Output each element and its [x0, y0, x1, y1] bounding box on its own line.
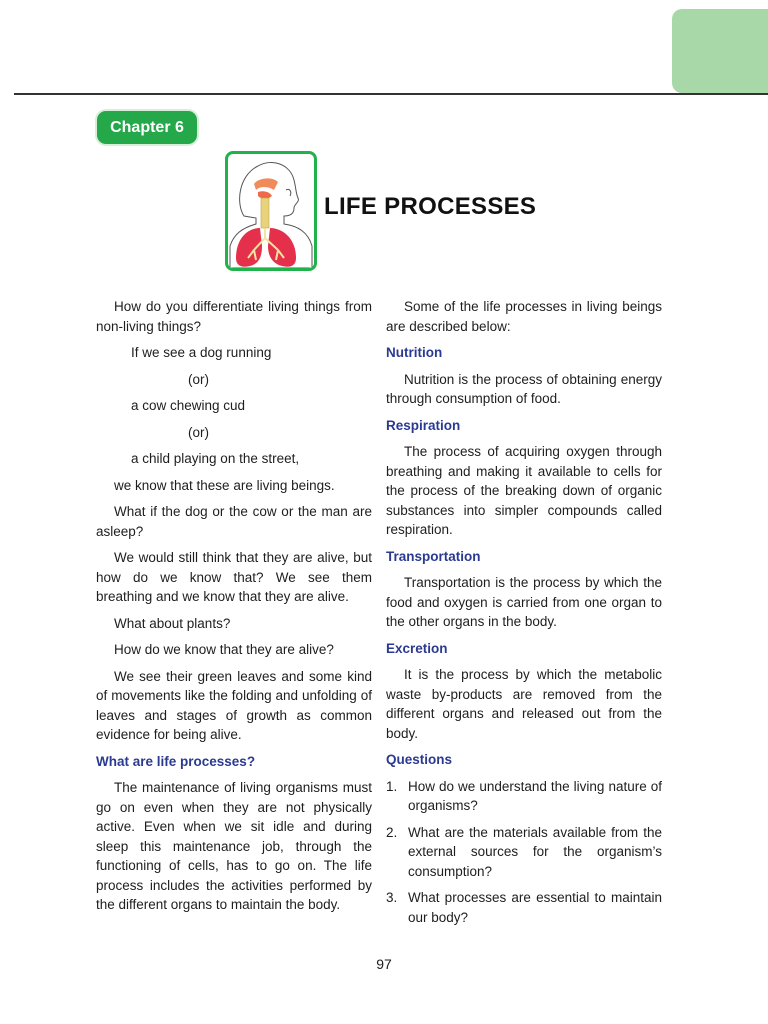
- example-line: a child playing on the street,: [131, 451, 300, 466]
- paragraph: Some of the life processes in living beings are described below:: [386, 299, 662, 334]
- chapter-label: Chapter 6: [110, 118, 184, 136]
- corner-tab: [672, 9, 768, 93]
- question-number: 2.: [386, 824, 398, 840]
- paragraph: Nutrition is the process of obtaining energy through consumption of food.: [386, 371, 662, 406]
- questions-heading: Questions: [386, 752, 453, 767]
- section-heading: What are life processes?: [96, 753, 256, 769]
- question-text: What are the materials available from the external sources for the organism’s consumption?: [408, 824, 662, 879]
- paragraph: It is the process by which the metabolic waste by-products are removed from the different organs and released out from the body.: [386, 667, 662, 741]
- section-heading-nutrition: Nutrition: [386, 345, 443, 360]
- page-number: 97: [376, 956, 392, 972]
- section-heading-excretion: Excretion: [386, 640, 448, 656]
- question-item: [386, 823, 662, 882]
- paragraph: We see their green leaves and some kind of movements like the folding and unfolding of leaves and stages of growth as common evidence for being alive.: [96, 668, 372, 742]
- question-number: 1.: [386, 778, 398, 794]
- question-item: [386, 888, 662, 927]
- paragraph: How do we know that they are alive?: [114, 642, 334, 657]
- lungs-icon: [228, 154, 314, 268]
- paragraph: What about plants?: [114, 615, 231, 631]
- respiratory-system-illustration: [225, 151, 317, 271]
- header-rule: [14, 93, 768, 95]
- question-item: [386, 777, 662, 816]
- paragraph: What if the dog or the cow or the man are asleep?: [96, 504, 372, 539]
- paragraph: Transportation is the process by which the food and oxygen is carried from one organ to the other organs in the body.: [386, 575, 662, 629]
- example-line: If we see a dog running: [131, 345, 272, 360]
- paragraph: How do you differentiate living things from non-living things?: [96, 299, 372, 334]
- paragraph: The maintenance of living organisms must go on even when they are not physically active. Even when we sit idle and during sleep this maintenance job, through the functioning of cells, has to go on. The life process includes the activities performed by the different organs to maintain the body.: [96, 780, 372, 912]
- or-line: (or): [188, 424, 209, 440]
- right-column: [386, 297, 662, 934]
- paragraph: The process of acquiring oxygen through breathing and making it available to cells for the process of the breaking down of organic substances into simpler compounds called respiration.: [386, 444, 662, 537]
- questions-list: [386, 777, 662, 928]
- paragraph: we know that these are living beings.: [114, 477, 335, 493]
- question-number: 3.: [386, 890, 398, 905]
- section-heading-respiration: Respiration: [386, 417, 461, 433]
- chapter-badge: [97, 111, 197, 144]
- left-column: [96, 297, 372, 922]
- question-text: How do we understand the living nature of organisms?: [408, 778, 662, 813]
- or-line: (or): [188, 371, 209, 387]
- question-text: What processes are essential to maintain our body?: [408, 890, 662, 925]
- chapter-title: LIFE PROCESSES: [324, 193, 537, 220]
- paragraph: We would still think that they are alive, but how do we know that? We see them breathing and we know that they are alive.: [96, 550, 372, 604]
- example-line: a cow chewing cud: [131, 398, 246, 413]
- section-heading-transportation: Transportation: [386, 548, 481, 564]
